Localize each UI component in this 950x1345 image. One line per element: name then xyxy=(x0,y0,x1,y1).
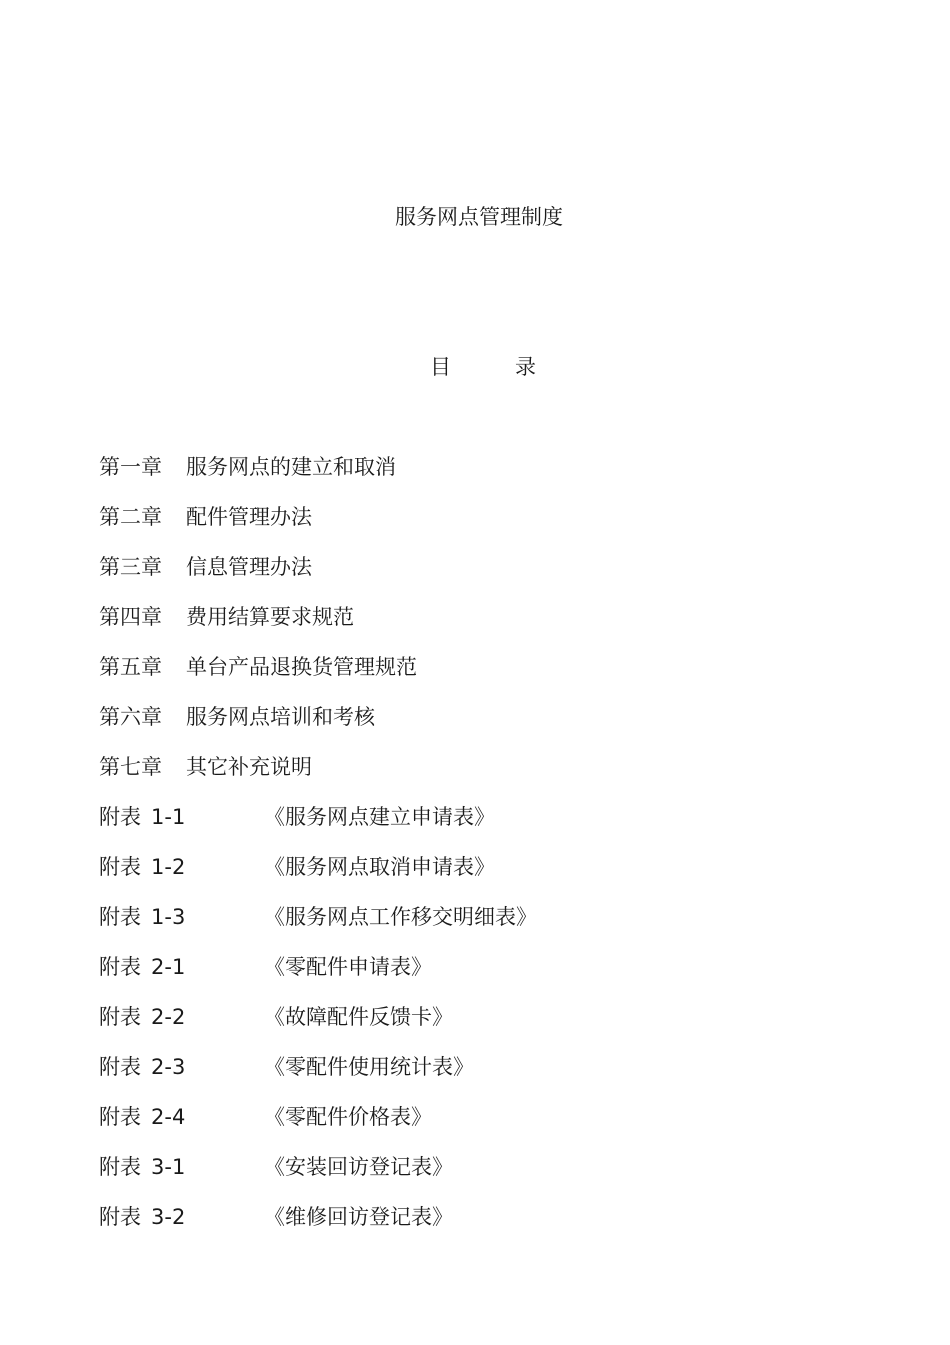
appendix-number: 1-3 xyxy=(151,905,186,929)
appendix-number: 2-2 xyxy=(151,1005,186,1029)
appendix-number: 1-2 xyxy=(151,855,186,879)
toc-chapter-item xyxy=(99,703,537,753)
chapter-label: 第二章 xyxy=(99,505,162,529)
chapter-title: 服务网点的建立和取消 xyxy=(186,455,396,479)
chapter-title: 费用结算要求规范 xyxy=(186,605,354,629)
toc-heading xyxy=(430,353,536,381)
appendix-label xyxy=(99,903,264,931)
appendix-title: 《零配件申请表》 xyxy=(264,955,432,979)
appendix-prefix: 附表 xyxy=(99,1205,141,1229)
toc-appendix-item xyxy=(99,803,537,853)
toc-appendix-item xyxy=(99,853,537,903)
appendix-label xyxy=(99,1103,264,1131)
appendix-prefix: 附表 xyxy=(99,905,141,929)
chapter-title: 单台产品退换货管理规范 xyxy=(186,655,417,679)
appendix-title: 《维修回访登记表》 xyxy=(264,1205,453,1229)
toc-appendix-item xyxy=(99,1003,537,1053)
chapter-label: 第七章 xyxy=(99,755,162,779)
toc-chapter-item xyxy=(99,753,537,803)
chapter-label: 第五章 xyxy=(99,655,162,679)
appendix-number: 2-4 xyxy=(151,1105,186,1129)
toc-appendix-item xyxy=(99,953,537,1003)
appendix-label xyxy=(99,1203,264,1231)
appendix-number: 2-1 xyxy=(151,955,186,979)
toc-chapter-item xyxy=(99,503,537,553)
appendix-title: 《服务网点建立申请表》 xyxy=(264,805,495,829)
toc-appendix-item xyxy=(99,903,537,953)
chapter-title: 信息管理办法 xyxy=(186,555,312,579)
appendix-label xyxy=(99,853,264,881)
appendix-label xyxy=(99,1053,264,1081)
appendix-label xyxy=(99,953,264,981)
appendix-prefix: 附表 xyxy=(99,1005,141,1029)
appendix-label xyxy=(99,803,264,831)
toc-chapter-item xyxy=(99,603,537,653)
appendix-prefix: 附表 xyxy=(99,805,141,829)
appendix-prefix: 附表 xyxy=(99,1105,141,1129)
toc-chapter-item xyxy=(99,453,537,503)
toc-chapter-item xyxy=(99,653,537,703)
toc-appendix-item xyxy=(99,1103,537,1153)
appendix-label xyxy=(99,1003,264,1031)
document-title: 服务网点管理制度 xyxy=(395,205,563,229)
appendix-number: 3-1 xyxy=(151,1155,186,1179)
toc-heading-left: 目 xyxy=(430,355,451,379)
toc-list xyxy=(99,453,537,1253)
chapter-label: 第六章 xyxy=(99,705,162,729)
chapter-label: 第一章 xyxy=(99,455,162,479)
appendix-prefix: 附表 xyxy=(99,855,141,879)
appendix-label xyxy=(99,1153,264,1181)
chapter-label: 第四章 xyxy=(99,605,162,629)
toc-appendix-item xyxy=(99,1153,537,1203)
chapter-title: 配件管理办法 xyxy=(186,505,312,529)
appendix-title: 《故障配件反馈卡》 xyxy=(264,1005,453,1029)
appendix-title: 《零配件使用统计表》 xyxy=(264,1055,474,1079)
appendix-number: 2-3 xyxy=(151,1055,186,1079)
appendix-number: 3-2 xyxy=(151,1205,186,1229)
appendix-title: 《安装回访登记表》 xyxy=(264,1155,453,1179)
appendix-number: 1-1 xyxy=(151,805,186,829)
appendix-prefix: 附表 xyxy=(99,1155,141,1179)
chapter-title: 其它补充说明 xyxy=(186,755,312,779)
chapter-title: 服务网点培训和考核 xyxy=(186,705,375,729)
appendix-title: 《服务网点工作移交明细表》 xyxy=(264,905,537,929)
toc-appendix-item xyxy=(99,1053,537,1103)
appendix-prefix: 附表 xyxy=(99,1055,141,1079)
appendix-title: 《零配件价格表》 xyxy=(264,1105,432,1129)
toc-chapter-item xyxy=(99,553,537,603)
toc-heading-right: 录 xyxy=(515,355,536,379)
appendix-prefix: 附表 xyxy=(99,955,141,979)
appendix-title: 《服务网点取消申请表》 xyxy=(264,855,495,879)
toc-appendix-item xyxy=(99,1203,537,1253)
chapter-label: 第三章 xyxy=(99,555,162,579)
